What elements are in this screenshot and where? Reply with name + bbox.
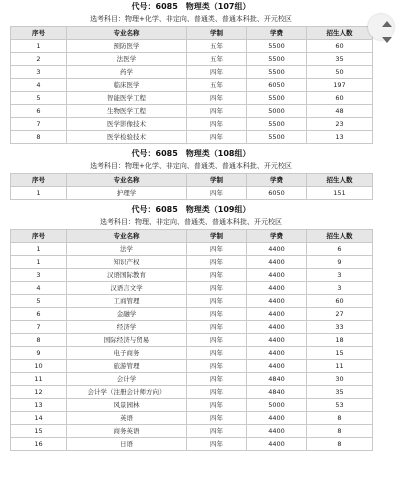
cell-quota: 35 [307,53,373,66]
table-row [11,360,373,373]
header-index: 序号 [11,230,67,243]
cell-tuition: 5000 [247,399,307,412]
admission-plan-page [10,0,372,451]
cell-major: 医学检验技术 [67,131,187,144]
cell-index: 8 [11,131,67,144]
cell-major: 法医学 [67,53,187,66]
cell-quota: 50 [307,66,373,79]
cell-major: 汉语国际教育 [67,269,187,282]
header-tuition: 学费 [247,174,307,187]
cell-index: 5 [11,295,67,308]
cell-index: 3 [11,66,67,79]
group-table [10,173,373,200]
cell-major: 临床医学 [67,79,187,92]
cell-major: 药学 [67,66,187,79]
table-header-row [11,27,373,40]
cell-quota: 30 [307,373,373,386]
cell-major: 医学影像技术 [67,118,187,131]
cell-quota: 15 [307,347,373,360]
scroll-down-icon[interactable] [382,37,392,43]
cell-quota: 197 [307,79,373,92]
cell-quota: 9 [307,256,373,269]
header-duration: 学制 [187,174,247,187]
cell-index: 9 [11,347,67,360]
header-index: 序号 [11,27,67,40]
header-tuition: 学费 [247,230,307,243]
cell-index: 1 [11,243,67,256]
table-row [11,92,373,105]
cell-index: 7 [11,118,67,131]
group-title: 代号：6085 物理类（109组） [131,205,251,214]
cell-duration: 五年 [187,53,247,66]
cell-quota: 8 [307,425,373,438]
cell-quota: 60 [307,40,373,53]
table-row [11,321,373,334]
cell-duration: 四年 [187,118,247,131]
cell-tuition: 6050 [247,187,307,200]
cell-duration: 四年 [187,334,247,347]
cell-quota: 27 [307,308,373,321]
group-title: 代号：6085 物理类（108组） [131,149,251,158]
cell-tuition: 4400 [247,334,307,347]
cell-tuition: 5500 [247,66,307,79]
cell-duration: 五年 [187,79,247,92]
table-row [11,399,373,412]
table-row [11,386,373,399]
cell-index: 16 [11,438,67,451]
cell-tuition: 4400 [247,412,307,425]
cell-major: 汉语言文学 [67,282,187,295]
table-row [11,373,373,386]
cell-major: 电子商务 [67,347,187,360]
cell-index: 14 [11,412,67,425]
cell-duration: 四年 [187,243,247,256]
cell-duration: 四年 [187,187,247,200]
cell-tuition: 4400 [247,360,307,373]
cell-quota: 23 [307,118,373,131]
cell-duration: 四年 [187,256,247,269]
table-header-row [11,174,373,187]
header-quota: 招生人数 [307,27,373,40]
cell-major: 风景园林 [67,399,187,412]
header-major: 专业名称 [67,230,187,243]
table-row [11,187,373,200]
cell-index: 6 [11,308,67,321]
cell-tuition: 4400 [247,269,307,282]
table-row [11,131,373,144]
cell-index: 1 [11,40,67,53]
table-row [11,79,373,92]
cell-duration: 四年 [187,282,247,295]
header-quota: 招生人数 [307,230,373,243]
table-row [11,243,373,256]
cell-duration: 四年 [187,425,247,438]
header-index: 序号 [11,174,67,187]
cell-tuition: 4400 [247,425,307,438]
cell-tuition: 4400 [247,282,307,295]
cell-index: 4 [11,282,67,295]
table-row [11,53,373,66]
cell-tuition: 4400 [247,321,307,334]
table-row [11,66,373,79]
cell-quota: 48 [307,105,373,118]
group-table [10,26,373,144]
cell-index: 10 [11,360,67,373]
cell-quota: 8 [307,438,373,451]
cell-quota: 33 [307,321,373,334]
cell-duration: 四年 [187,92,247,105]
header-tuition: 学费 [247,27,307,40]
table-row [11,269,373,282]
cell-quota: 3 [307,269,373,282]
table-row [11,425,373,438]
cell-index: 1 [11,256,67,269]
cell-index: 3 [11,269,67,282]
cell-index: 15 [11,425,67,438]
table-row [11,412,373,425]
cell-index: 7 [11,321,67,334]
cell-duration: 四年 [187,386,247,399]
cell-tuition: 5500 [247,40,307,53]
table-row [11,40,373,53]
group-subtitle: 选考科目：物理、非定向、普通类、普通本科批、开元校区 [100,218,282,226]
cell-quota: 3 [307,282,373,295]
cell-tuition: 5500 [247,118,307,131]
table-row [11,282,373,295]
cell-tuition: 4400 [247,243,307,256]
cell-duration: 四年 [187,360,247,373]
group-subtitle: 选考科目：物理+化学、非定向、普通类、普通本科批、开元校区 [90,15,292,23]
cell-quota: 60 [307,92,373,105]
cell-tuition: 4400 [247,347,307,360]
scroll-up-icon[interactable] [382,21,392,27]
cell-index: 4 [11,79,67,92]
cell-quota: 18 [307,334,373,347]
cell-duration: 四年 [187,373,247,386]
cell-major: 英语 [67,412,187,425]
cell-major: 商务英语 [67,425,187,438]
cell-major: 护理学 [67,187,187,200]
cell-duration: 四年 [187,308,247,321]
header-quota: 招生人数 [307,174,373,187]
cell-index: 1 [11,187,67,200]
cell-index: 2 [11,53,67,66]
table-row [11,438,373,451]
cell-quota: 8 [307,412,373,425]
cell-duration: 四年 [187,347,247,360]
header-major: 专业名称 [67,27,187,40]
cell-duration: 四年 [187,412,247,425]
header-major: 专业名称 [67,174,187,187]
cell-duration: 四年 [187,399,247,412]
cell-tuition: 5000 [247,105,307,118]
cell-major: 生物医学工程 [67,105,187,118]
cell-major: 国际经济与贸易 [67,334,187,347]
cell-duration: 四年 [187,131,247,144]
cell-major: 经济学 [67,321,187,334]
table-row [11,256,373,269]
cell-index: 13 [11,399,67,412]
table-row [11,105,373,118]
cell-major: 工商管理 [67,295,187,308]
cell-major: 旅游管理 [67,360,187,373]
cell-quota: 53 [307,399,373,412]
cell-tuition: 4400 [247,438,307,451]
cell-quota: 6 [307,243,373,256]
cell-index: 12 [11,386,67,399]
cell-tuition: 5500 [247,53,307,66]
cell-duration: 四年 [187,438,247,451]
cell-tuition: 4400 [247,256,307,269]
table-header-row [11,230,373,243]
group-title: 代号：6085 物理类（107组） [131,2,251,11]
cell-quota: 60 [307,295,373,308]
cell-tuition: 5500 [247,92,307,105]
cell-major: 金融学 [67,308,187,321]
cell-major: 日语 [67,438,187,451]
group-table [10,229,373,451]
cell-duration: 五年 [187,40,247,53]
cell-tuition: 4840 [247,386,307,399]
table-row [11,308,373,321]
table-row [11,118,373,131]
cell-duration: 四年 [187,105,247,118]
cell-major: 会计学 [67,373,187,386]
cell-major: 知识产权 [67,256,187,269]
cell-duration: 四年 [187,269,247,282]
cell-index: 6 [11,105,67,118]
cell-major: 会计学（注册会计师方向） [67,386,187,399]
cell-quota: 35 [307,386,373,399]
cell-duration: 四年 [187,66,247,79]
cell-tuition: 4400 [247,295,307,308]
cell-tuition: 4400 [247,308,307,321]
cell-tuition: 6050 [247,79,307,92]
table-row [11,347,373,360]
cell-major: 预防医学 [67,40,187,53]
cell-quota: 151 [307,187,373,200]
cell-quota: 13 [307,131,373,144]
cell-quota: 11 [307,360,373,373]
cell-index: 11 [11,373,67,386]
group-subtitle: 选考科目：物理+化学、非定向、普通类、普通本科批、开元校区 [90,162,292,170]
cell-major: 法学 [67,243,187,256]
table-row [11,295,373,308]
cell-tuition: 5500 [247,131,307,144]
cell-index: 5 [11,92,67,105]
header-duration: 学制 [187,27,247,40]
cell-major: 智能医学工程 [67,92,187,105]
cell-index: 8 [11,334,67,347]
cell-tuition: 4840 [247,373,307,386]
table-row [11,334,373,347]
cell-duration: 四年 [187,321,247,334]
cell-duration: 四年 [187,295,247,308]
header-duration: 学制 [187,230,247,243]
